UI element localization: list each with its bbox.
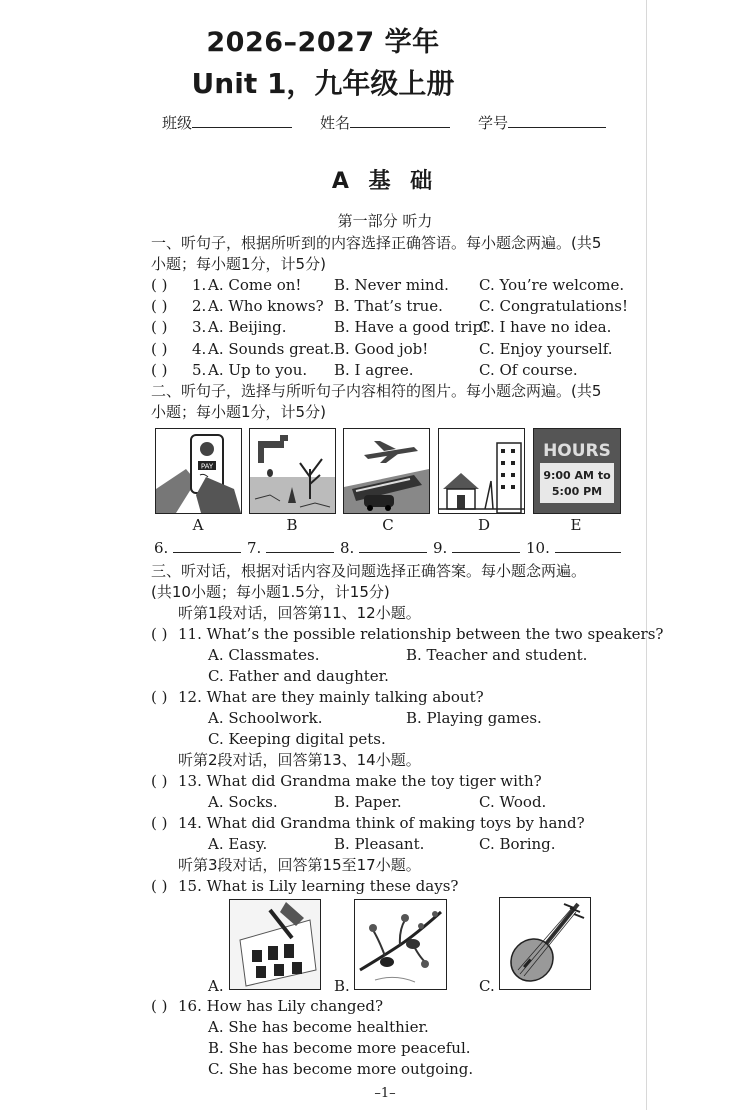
dialog-3-instruction: 听第3段对话，回答第15至17小题。 [178, 856, 421, 874]
q1-item-3-option-c[interactable]: C. I have no idea. [479, 318, 612, 336]
blank-line[interactable] [555, 539, 621, 553]
q1-item-2-option-c[interactable]: C. Congratulations! [479, 297, 629, 315]
q1-item-3-option-a[interactable]: A. Beijing. [208, 318, 287, 336]
pay-text: PAY [200, 462, 214, 471]
q1-heading-line1: 一、听句子，根据所听到的内容选择正确答语。每小题念两遍。(共5 [151, 234, 602, 252]
blank-line[interactable] [266, 539, 334, 553]
dialog-1-instruction: 听第1段对话，回答第11、12小题。 [178, 604, 421, 622]
q1-item-4-option-a[interactable]: A. Sounds great. [208, 340, 335, 358]
answer-paren-14[interactable]: ( ) [151, 814, 168, 832]
page-number: –1– [374, 1086, 396, 1101]
exam-unit-title: Unit 1，九年级上册 [191, 67, 455, 100]
q11-option-a[interactable]: A. Classmates. [208, 646, 320, 664]
q13-option-b[interactable]: B. Paper. [334, 793, 402, 811]
picture-c-transportation [343, 428, 430, 514]
q15-option-c-label[interactable]: C. [479, 977, 495, 995]
picture-e-opening-hours [533, 428, 621, 514]
blank-line[interactable] [452, 539, 520, 553]
q2-heading-line1: 二、听句子，选择与所听句子内容相符的图片。每小题念两遍。(共5 [151, 382, 602, 400]
q12-option-b[interactable]: B. Playing games. [406, 709, 542, 727]
blank-number: 9. [433, 539, 448, 557]
picture-label-e: E [570, 516, 582, 534]
q1-item-4-answer-paren[interactable]: ( ) [151, 340, 168, 358]
q1-item-1-option-b[interactable]: B. Never mind. [334, 276, 449, 294]
q1-item-4-option-b[interactable]: B. Good job! [334, 340, 429, 358]
class-field[interactable] [162, 112, 292, 133]
hours-time-line1: 9:00 AM to [543, 469, 611, 482]
q2-heading-line2: 小题；每小题1分，计5分) [151, 403, 326, 421]
part-title: 第一部分 听力 [337, 212, 433, 230]
class-blank[interactable] [192, 113, 292, 128]
blank-number: 10. [526, 539, 550, 557]
q1-item-1-option-a[interactable]: A. Come on! [208, 276, 302, 294]
hours-time-line2: 5:00 PM [551, 485, 603, 498]
student-id-field[interactable] [478, 112, 606, 133]
answer-paren-12[interactable]: ( ) [151, 688, 168, 706]
q15-picture-painting [354, 899, 447, 990]
q1-item-2-option-a[interactable]: A. Who knows? [208, 297, 324, 315]
q15-option-a-label[interactable]: A. [208, 977, 224, 995]
question-12: 12. What are they mainly talking about? [178, 688, 484, 706]
q16-option-a[interactable]: A. She has become healthier. [208, 1018, 429, 1036]
q1-item-1-option-c[interactable]: C. You’re welcome. [479, 276, 625, 294]
q3-heading-line1: 三、听对话，根据对话内容及问题选择正确答案。每小题念两遍。 [151, 562, 587, 580]
q1-item-3-answer-paren[interactable]: ( ) [151, 318, 168, 336]
q16-option-b[interactable]: B. She has become more peaceful. [208, 1039, 471, 1057]
picture-label-c: C [382, 516, 394, 534]
q11-option-b[interactable]: B. Teacher and student. [406, 646, 588, 664]
q14-option-c[interactable]: C. Boring. [479, 835, 556, 853]
answer-blank-8[interactable] [340, 538, 427, 559]
q1-item-5-answer-paren[interactable]: ( ) [151, 361, 168, 379]
q3-heading-line2: (共10小题；每小题1.5分，计15分) [151, 583, 390, 601]
dialog-2-instruction: 听第2段对话，回答第13、14小题。 [178, 751, 421, 769]
name-label: 姓名 [320, 114, 351, 132]
class-label: 班级 [162, 114, 193, 132]
answer-blank-10[interactable] [526, 538, 621, 559]
exam-year-title: 2026–2027 学年 [206, 27, 440, 58]
blank-line[interactable] [173, 539, 241, 553]
blank-line[interactable] [359, 539, 427, 553]
q14-option-a[interactable]: A. Easy. [208, 835, 268, 853]
question-16: 16. How has Lily changed? [178, 997, 383, 1015]
answer-paren-16[interactable]: ( ) [151, 997, 168, 1015]
picture-d-house-building [438, 428, 525, 514]
question-14: 14. What did Grandma think of making toys by hand? [178, 814, 585, 832]
picture-a-phone-payment [155, 428, 242, 514]
picture-label-b: B [286, 516, 298, 534]
q1-item-3-question-number: 3. [192, 318, 207, 336]
q1-item-3-option-b[interactable]: B. Have a good trip! [334, 318, 489, 336]
q1-item-4-question-number: 4. [192, 340, 207, 358]
q12-option-a[interactable]: A. Schoolwork. [208, 709, 323, 727]
q1-item-1-question-number: 1. [192, 276, 207, 294]
q1-item-2-question-number: 2. [192, 297, 207, 315]
picture-b-water-shortage [249, 428, 336, 514]
q1-item-5-option-b[interactable]: B. I agree. [334, 361, 414, 379]
question-11: 11. What’s the possible relationship between the two speakers? [178, 625, 664, 643]
q15-picture-pipa [499, 897, 591, 990]
answer-paren-15[interactable]: ( ) [151, 877, 168, 895]
q11-option-c[interactable]: C. Father and daughter. [208, 667, 389, 685]
q12-option-c[interactable]: C. Keeping digital pets. [208, 730, 386, 748]
q1-item-1-answer-paren[interactable]: ( ) [151, 276, 168, 294]
hours-text: HOURS [543, 441, 611, 461]
q1-item-4-option-c[interactable]: C. Enjoy yourself. [479, 340, 613, 358]
q1-item-2-answer-paren[interactable]: ( ) [151, 297, 168, 315]
picture-label-d: D [477, 516, 491, 534]
name-field[interactable] [320, 112, 450, 133]
blank-number: 7. [247, 539, 262, 557]
q1-item-5-option-a[interactable]: A. Up to you. [208, 361, 308, 379]
q13-option-c[interactable]: C. Wood. [479, 793, 547, 811]
q1-item-5-question-number: 5. [192, 361, 207, 379]
q1-item-2-option-b[interactable]: B. That’s true. [334, 297, 443, 315]
answer-paren-11[interactable]: ( ) [151, 625, 168, 643]
blank-number: 6. [154, 539, 169, 557]
q1-heading-line2: 小题；每小题1分，计5分) [151, 255, 326, 273]
picture-label-a: A [192, 516, 204, 534]
q16-option-c[interactable]: C. She has become more outgoing. [208, 1060, 474, 1078]
blank-number: 8. [340, 539, 355, 557]
question-13: 13. What did Grandma make the toy tiger with? [178, 772, 542, 790]
answer-blank-6[interactable] [154, 538, 241, 559]
answer-paren-13[interactable]: ( ) [151, 772, 168, 790]
q1-item-5-option-c[interactable]: C. Of course. [479, 361, 578, 379]
answer-blank-7[interactable] [247, 538, 334, 559]
name-blank[interactable] [350, 113, 450, 128]
q14-option-b[interactable]: B. Pleasant. [334, 835, 425, 853]
answer-blank-9[interactable] [433, 538, 520, 559]
q15-option-b-label[interactable]: B. [334, 977, 350, 995]
section-a-title: A 基 础 [331, 169, 439, 194]
q15-picture-calligraphy [229, 899, 321, 990]
q13-option-a[interactable]: A. Socks. [208, 793, 278, 811]
student-id-label: 学号 [478, 114, 509, 132]
student-id-blank[interactable] [508, 113, 606, 128]
question-15: 15. What is Lily learning these days? [178, 877, 459, 895]
